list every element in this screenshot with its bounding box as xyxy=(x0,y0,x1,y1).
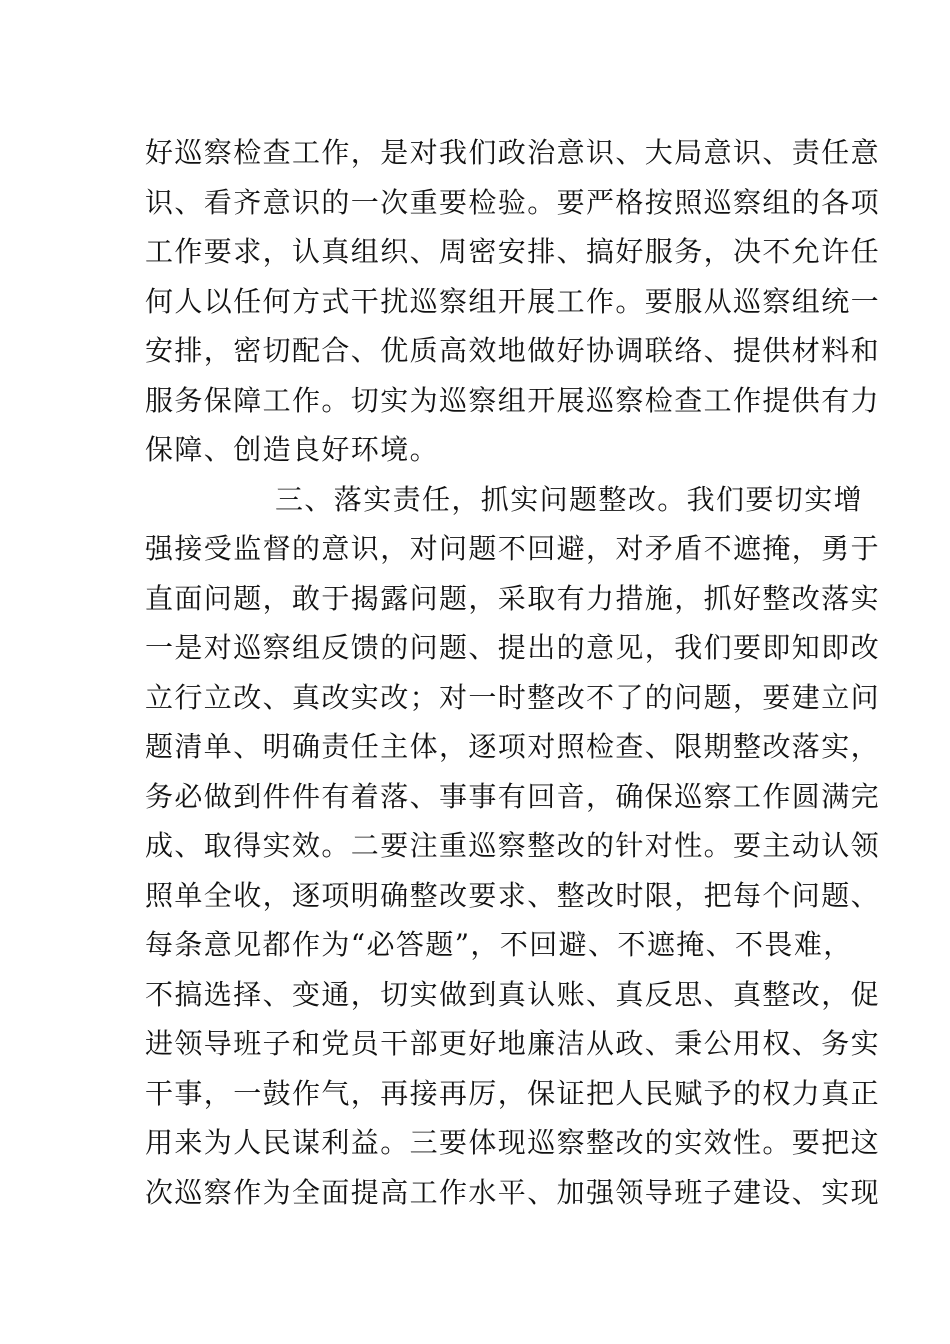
text-line: 工作要求，认真组织、周密安排、搞好服务，决不允许任 xyxy=(145,235,881,268)
section-heading-line: 三、落实责任，抓实问题整改。我们要切实增 xyxy=(275,482,864,516)
text-line: 不搞选择、变通，切实做到真认账、真反思、真整改，促 xyxy=(145,977,881,1011)
text-line: 次巡察作为全面提高工作水平、加强领导班子建设、实现 xyxy=(145,1175,881,1209)
text-line: 安排，密切配合、优质高效地做好协调联络、提供材料和 xyxy=(145,334,881,367)
text-line: 干事，一鼓作气，再接再厉，保证把人民赋予的权力真正 xyxy=(145,1076,881,1110)
text-line: 直面问题，敢于揭露问题，采取有力措施，抓好整改落实 xyxy=(145,581,881,615)
body-text xyxy=(145,128,881,1217)
text-line: 照单全收，逐项明确整改要求、整改时限，把每个问题、 xyxy=(145,878,881,912)
text-line: 用来为人民谋利益。三要体现巡察整改的实效性。要把这 xyxy=(145,1126,881,1159)
text-line: 服务保障工作。切实为巡察组开展巡察检查工作提供有力 xyxy=(145,383,881,417)
text-line: 进领导班子和党员干部更好地廉洁从政、秉公用权、务实 xyxy=(145,1027,881,1060)
text-line: 识、看齐意识的一次重要检验。要严格按照巡察组的各项 xyxy=(145,185,881,219)
text-line: 好巡察检查工作，是对我们政治意识、大局意识、责任意 xyxy=(145,136,881,169)
text-line: 一是对巡察组反馈的问题、提出的意见，我们要即知即改 xyxy=(145,631,881,664)
text-line: 每条意见都作为“必答题”，不回避、不遮掩、不畏难， xyxy=(145,928,853,961)
text-line: 强接受监督的意识，对问题不回避，对矛盾不遮掩，勇于 xyxy=(145,532,881,565)
text-line: 题清单、明确责任主体，逐项对照检查、限期整改落实， xyxy=(145,730,881,763)
text-line: 立行立改、真改实改；对一时整改不了的问题，要建立问 xyxy=(145,680,881,714)
text-line: 保障、创造良好环境。 xyxy=(145,433,440,466)
text-line: 成、取得实效。二要注重巡察整改的针对性。要主动认领 xyxy=(145,829,881,862)
text-line: 务必做到件件有着落、事事有回音，确保巡察工作圆满完 xyxy=(145,779,881,813)
text-line: 何人以任何方式干扰巡察组开展工作。要服从巡察组统一 xyxy=(145,284,881,318)
